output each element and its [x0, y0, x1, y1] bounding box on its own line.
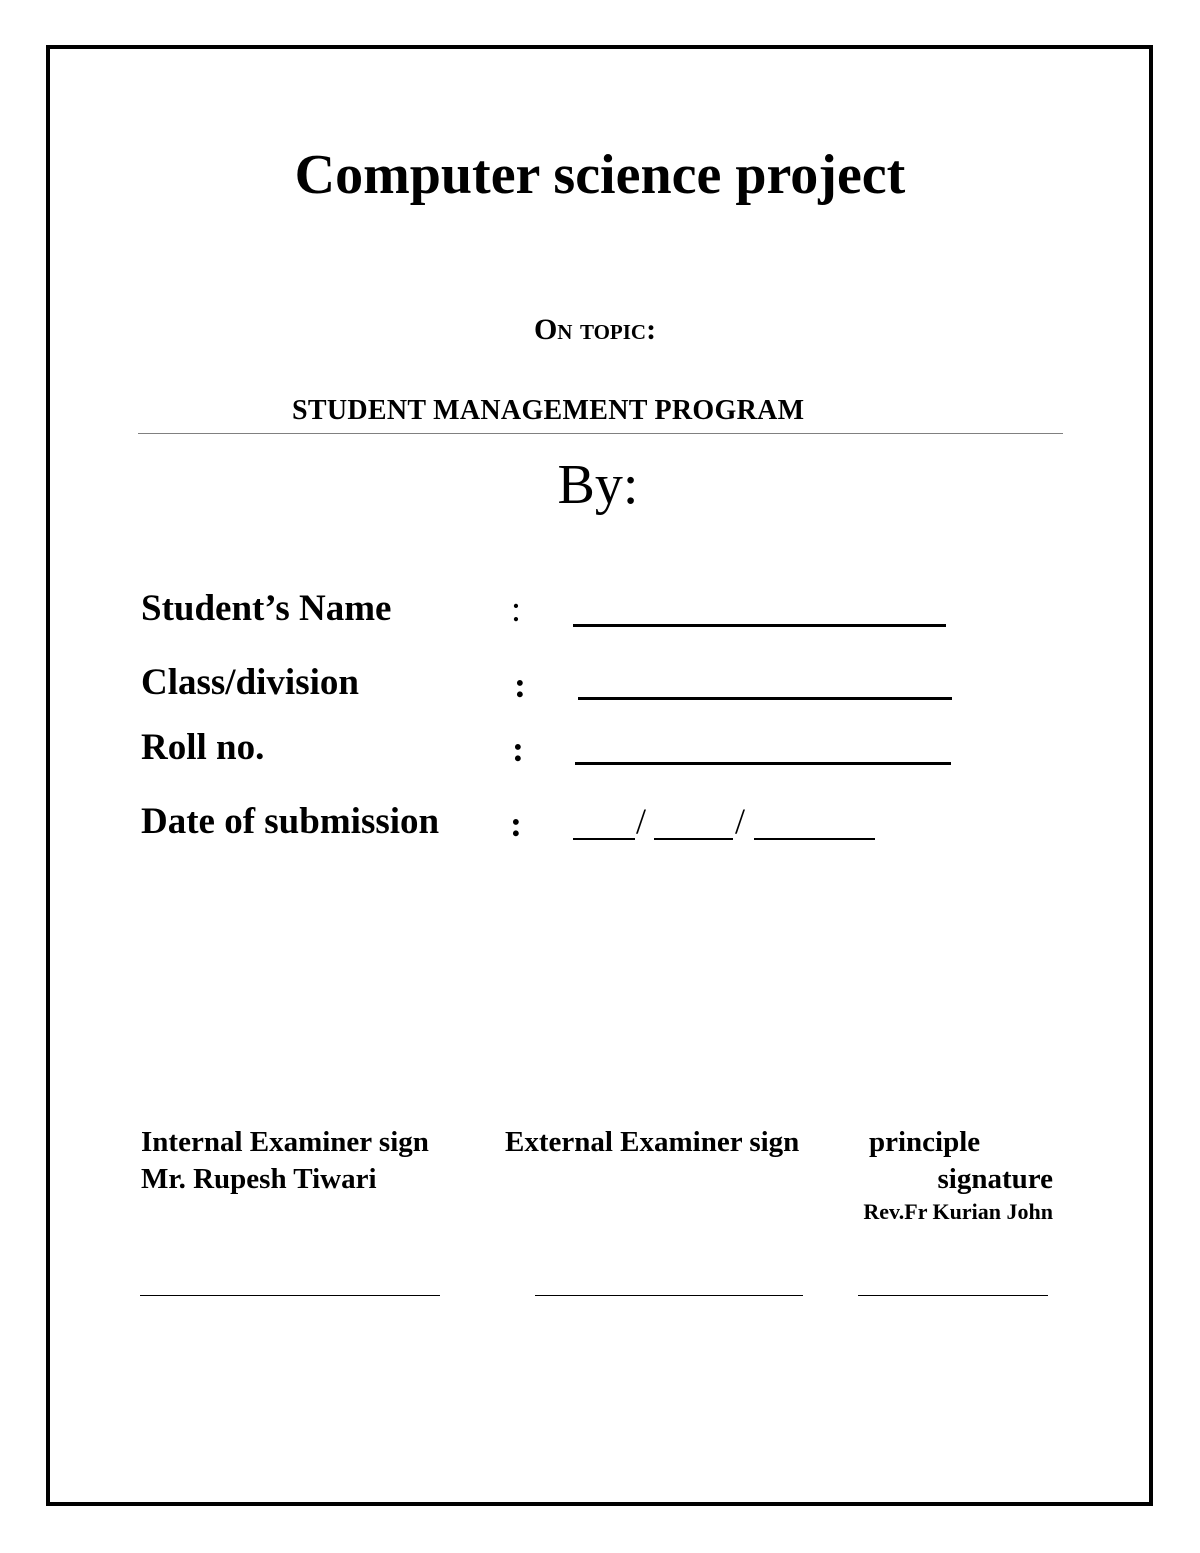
- external-examiner-signature-line[interactable]: [535, 1295, 803, 1296]
- page-title: Computer science project: [294, 144, 906, 206]
- date-of-submission-label: Date of submission: [141, 801, 440, 842]
- roll-no-colon: :: [512, 729, 524, 769]
- student-name-colon: :: [511, 589, 522, 629]
- class-division-colon: :: [514, 665, 526, 705]
- date-separator: /: [636, 801, 647, 841]
- page-border: [46, 45, 1153, 1506]
- date-separator: /: [735, 801, 746, 841]
- principal-signature-line[interactable]: [858, 1295, 1048, 1296]
- date-day-blank[interactable]: [573, 838, 635, 840]
- internal-examiner-title: Internal Examiner sign: [141, 1126, 429, 1158]
- class-division-label: Class/division: [141, 662, 359, 703]
- topic-divider: [138, 433, 1063, 434]
- by-label: By:: [557, 454, 639, 516]
- principal-name: Rev.Fr Kurian John: [863, 1199, 1053, 1224]
- roll-no-blank[interactable]: [575, 762, 951, 765]
- internal-examiner-name: Mr. Rupesh Tiwari: [141, 1163, 377, 1195]
- internal-examiner-signature-line[interactable]: [140, 1295, 440, 1296]
- date-of-submission-colon: :: [510, 804, 522, 844]
- date-year-blank[interactable]: [754, 838, 875, 840]
- date-month-blank[interactable]: [654, 838, 733, 840]
- principal-title-line1: principle: [869, 1126, 981, 1158]
- student-name-blank[interactable]: [573, 624, 946, 627]
- on-topic-label: On topic:: [533, 313, 657, 346]
- external-examiner-title: External Examiner sign: [505, 1126, 800, 1158]
- student-name-label: Student’s Name: [141, 588, 392, 629]
- roll-no-label: Roll no.: [141, 727, 265, 768]
- class-division-blank[interactable]: [578, 697, 952, 700]
- principal-title-line2: signature: [937, 1163, 1053, 1195]
- project-topic: STUDENT MANAGEMENT PROGRAM: [292, 395, 805, 426]
